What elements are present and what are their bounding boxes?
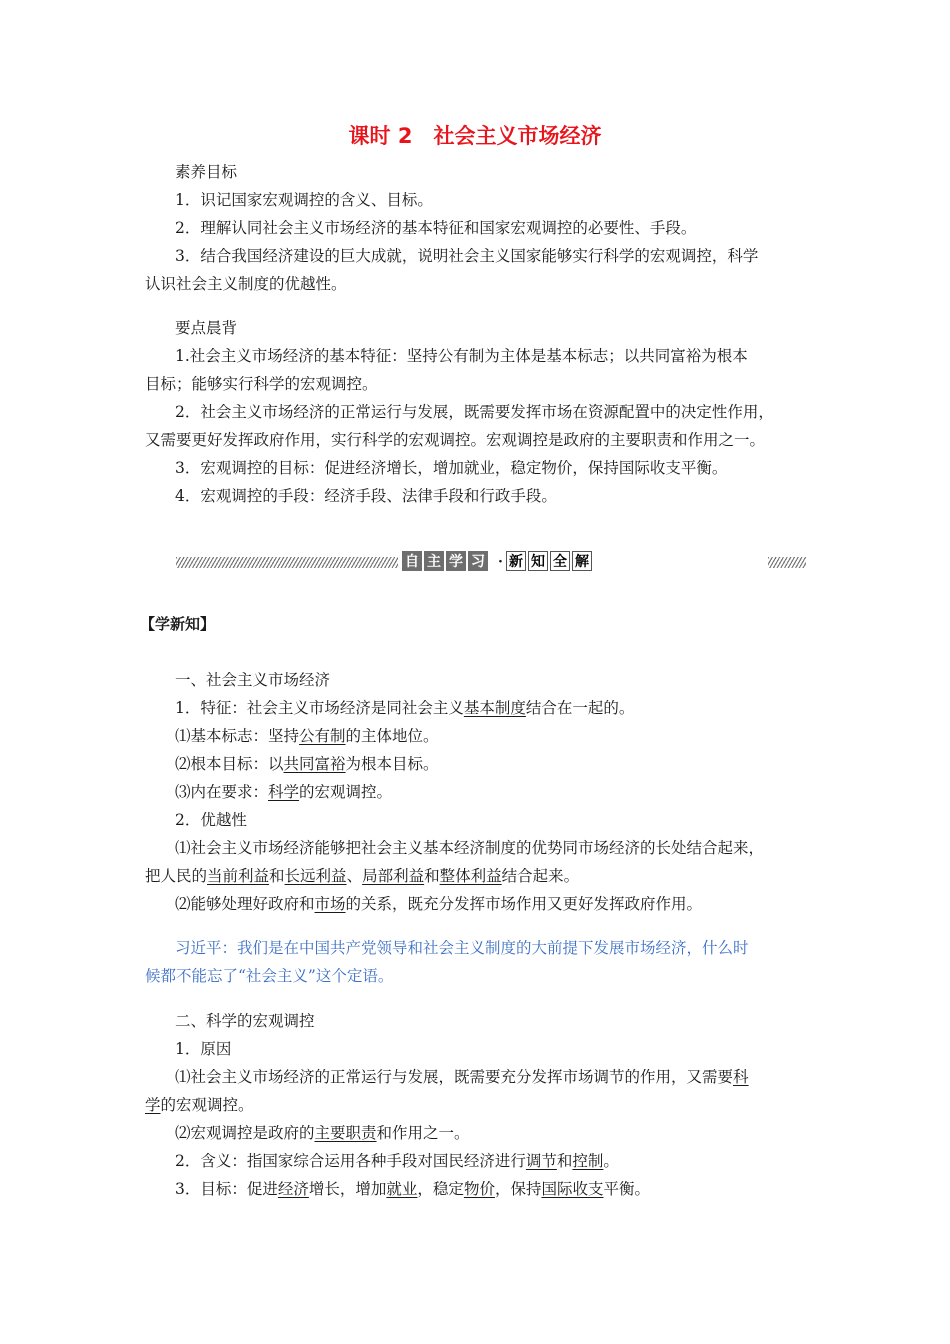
fill-blank: 调节 bbox=[525, 1152, 557, 1170]
goal-item: 1．识记国家宏观调控的含义、目标。 bbox=[175, 191, 433, 209]
fill-blank: 学 bbox=[145, 1096, 161, 1114]
s2-line: 2．含义：指国家综合运用各种手段对国民经济进行调节和控制。 bbox=[175, 1152, 619, 1170]
banner-tag-self-study bbox=[402, 551, 490, 573]
fill-blank: 国际收支 bbox=[541, 1180, 604, 1198]
fill-blank: 当前利益 bbox=[207, 867, 270, 885]
s2-line: 学的宏观调控。 bbox=[145, 1096, 254, 1114]
s2-line: 3．目标：促进经济增长，增加就业，稳定物价，保持国际收支平衡。 bbox=[175, 1180, 650, 1198]
fill-blank: 科 bbox=[733, 1068, 749, 1086]
fill-blank: 公有制 bbox=[299, 727, 346, 745]
s1-line: ⑵能够处理好政府和市场的关系，既充分发挥市场作用又更好发挥政府作用。 bbox=[175, 895, 703, 913]
fill-blank: 科学 bbox=[268, 783, 300, 801]
s1-line: 2．优越性 bbox=[175, 811, 247, 829]
s1-line: ⑴社会主义市场经济能够把社会主义基本经济制度的优势同市场经济的长处结合起来， bbox=[175, 839, 765, 857]
section-label: 【学新知】 bbox=[140, 615, 216, 633]
banner-char: 自 bbox=[402, 551, 422, 571]
keypoint-line: 3．宏观调控的目标：促进经济增长，增加就业，稳定物价，保持国际收支平衡。 bbox=[175, 459, 728, 477]
s2-line: ⑵宏观调控是政府的主要职责和作用之一。 bbox=[175, 1124, 470, 1142]
keypoint-line: 目标；能够实行科学的宏观调控。 bbox=[145, 375, 378, 393]
keypoint-line: 1.社会主义市场经济的基本特征：坚持公有制为主体是基本标志；以共同富裕为根本 bbox=[175, 347, 748, 365]
banner-char: 新 bbox=[506, 551, 526, 571]
fill-blank: 就业 bbox=[386, 1180, 418, 1198]
banner-hatch-right bbox=[768, 557, 806, 568]
keypoints-heading: 要点晨背 bbox=[175, 319, 238, 337]
quote-line: 候都不能忘了“社会主义”这个定语。 bbox=[145, 967, 394, 985]
banner-tag-new-knowledge bbox=[506, 551, 594, 573]
keypoint-line: 又需要更好发挥政府作用，实行科学的宏观调控。宏观调控是政府的主要职责和作用之一。 bbox=[145, 431, 766, 449]
banner-hatch-left bbox=[176, 557, 398, 568]
fill-blank: 主要职责 bbox=[314, 1124, 377, 1142]
quote-line: 习近平：我们是在中国共产党领导和社会主义制度的大前提下发展市场经济，什么时 bbox=[175, 939, 749, 957]
goal-item: 认识社会主义制度的优越性。 bbox=[145, 275, 347, 293]
banner-char: 知 bbox=[528, 551, 548, 571]
section-banner bbox=[176, 551, 806, 575]
fill-blank: 整体利益 bbox=[439, 867, 502, 885]
fill-blank: 基本制度 bbox=[463, 699, 526, 717]
banner-char: 解 bbox=[572, 551, 592, 571]
banner-char: 主 bbox=[424, 551, 444, 571]
s2-line: 1．原因 bbox=[175, 1040, 232, 1058]
banner-char: 全 bbox=[550, 551, 570, 571]
keypoint-line: 2．社会主义市场经济的正常运行与发展，既需要发挥市场在资源配置中的决定性作用， bbox=[175, 403, 774, 421]
goal-item: 2．理解认同社会主义市场经济的基本特征和国家宏观调控的必要性、手段。 bbox=[175, 219, 697, 237]
s1-heading: 一、社会主义市场经济 bbox=[175, 671, 331, 689]
s2-heading: 二、科学的宏观调控 bbox=[175, 1012, 315, 1030]
fill-blank: 市场 bbox=[314, 895, 346, 913]
fill-blank: 共同富裕 bbox=[283, 755, 346, 773]
keypoint-line: 4．宏观调控的手段：经济手段、法律手段和行政手段。 bbox=[175, 487, 557, 505]
fill-blank: 长远利益 bbox=[284, 867, 347, 885]
s1-line: ⑶内在要求：科学的宏观调控。 bbox=[175, 783, 393, 801]
fill-blank: 物价 bbox=[463, 1180, 495, 1198]
banner-char: 学 bbox=[446, 551, 466, 571]
s2-line: ⑴社会主义市场经济的正常运行与发展，既需要充分发挥市场调节的作用，又需要科 bbox=[175, 1068, 749, 1086]
fill-blank: 控制 bbox=[572, 1152, 604, 1170]
fill-blank: 经济 bbox=[277, 1180, 309, 1198]
s1-line: 1．特征：社会主义市场经济是同社会主义基本制度结合在一起的。 bbox=[175, 699, 635, 717]
goal-item: 3．结合我国经济建设的巨大成就，说明社会主义国家能够实行科学的宏观调控，科学 bbox=[175, 247, 759, 265]
s1-line: 把人民的当前利益和长远利益、局部利益和整体利益结合起来。 bbox=[145, 867, 580, 885]
banner-separator: · bbox=[498, 554, 503, 570]
s1-line: ⑴基本标志：坚持公有制的主体地位。 bbox=[175, 727, 439, 745]
fill-blank: 局部利益 bbox=[362, 867, 425, 885]
s1-line: ⑵根本目标：以共同富裕为根本目标。 bbox=[175, 755, 439, 773]
page-title: 课时 2 社会主义市场经济 bbox=[348, 124, 602, 148]
banner-char: 习 bbox=[468, 551, 488, 571]
goals-heading: 素养目标 bbox=[175, 163, 238, 181]
